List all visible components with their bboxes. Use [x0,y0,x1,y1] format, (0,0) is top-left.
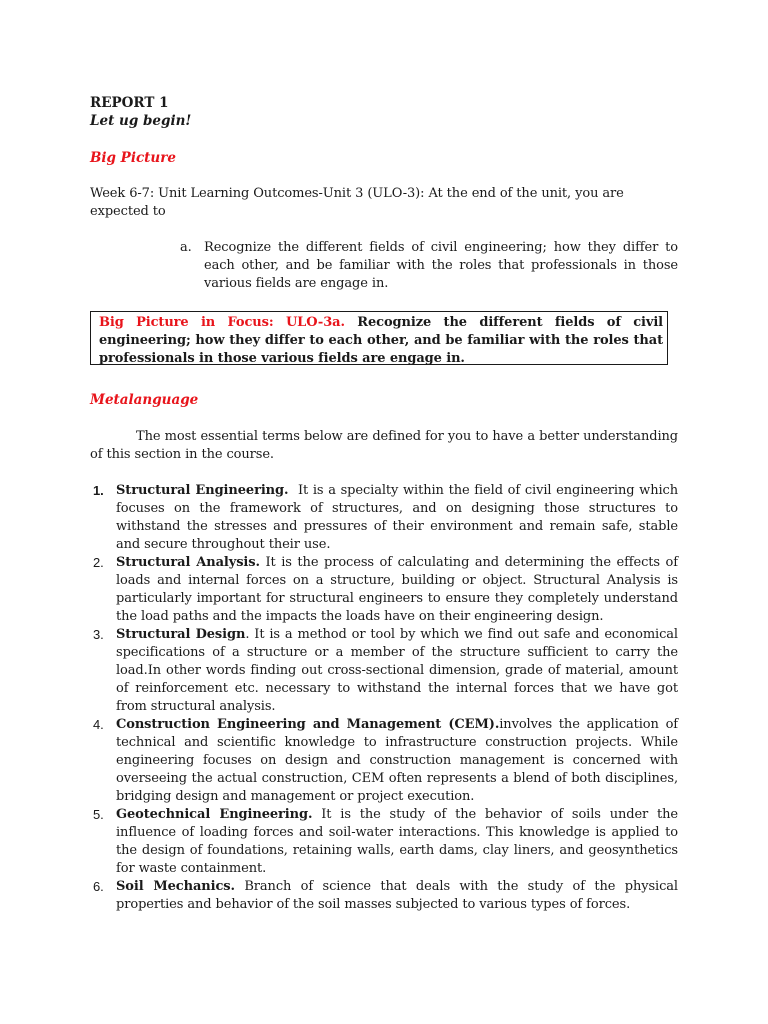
definition-number: 1. [93,483,104,498]
definition-item [90,626,678,716]
metalanguage-intro: The most essential terms below are defined for you to have a better understanding of this section in the course. [90,429,678,462]
definition-term: Structural Engineering. [116,483,289,498]
definition-number: 4. [93,717,104,732]
big-picture-heading: Big Picture [90,150,176,166]
definition-term: Soil Mechanics. [116,879,235,894]
definitions-list [90,482,678,914]
focus-label: Big Picture in Focus: ULO-3a. [99,315,345,330]
big-picture-focus-box [90,311,668,365]
definition-term: Structural Analysis. [116,555,260,570]
definition-number: 6. [93,879,104,894]
definition-term: Construction Engineering and Management (CEM). [116,717,500,732]
outcome-text: Recognize the different fields of civil engineering; how they differ to each other, and be familiar with the roles that professionals in those various fields are engage in. [204,240,678,291]
definition-number: 3. [93,627,104,642]
focus-text: Recognize the different fields of civil engineering; how they differ to each other, and be familiar with the roles that professionals in those various fields are engage in. [99,315,663,366]
definition-text: . It is a method or tool by which we find out safe and economical specifications of a structure or a member of the structure sufficient to carry the load.In other words finding out cross-sectional dimension, grade of material, amount of reinforcement etc. necessary to withstand the internal forces that we have got from structural analysis. [116,627,678,714]
definition-item [90,554,678,626]
outcome-marker: a. [180,240,192,255]
metalanguage-heading: Metalanguage [90,392,199,408]
report-subtitle: Let ug begin! [90,113,192,129]
definition-item [90,482,678,554]
definition-item [90,806,678,878]
definition-number: 5. [93,807,104,822]
definition-item [90,878,678,914]
definition-text: Branch of science that deals with the study of the physical properties and behavior of the soil masses subjected to various types of forces. [116,879,678,912]
definition-term: Geotechnical Engineering. [116,807,313,822]
definition-term: Structural Design [116,627,246,642]
definition-item [90,716,678,806]
report-title: REPORT 1 [90,95,169,111]
ulo-intro: Week 6-7: Unit Learning Outcomes-Unit 3 (ULO-3): At the end of the unit, you are expected to [90,186,624,219]
definition-text: It is the process of calculating and determining the effects of loads and internal forces on a structure, building or object. Structural Analysis is particularly important for structural engineers to ensure they completely understand the load paths and the impacts the loads have on their engineering design. [116,555,678,624]
focus-statement [99,314,663,368]
definition-text: It is a specialty within the field of civil engineering which focuses on the framework of structures, and on designing those structures to withstand the stresses and pressures of their environment and remain safe, stable and secure throughout their use. [116,483,678,552]
definition-text: It is the study of the behavior of soils under the influence of loading forces and soil-water interactions. This knowledge is applied to the design of foundations, retaining walls, earth dams, clay liners, and geosynthetics for waste containment. [116,807,678,876]
definition-text: involves the application of technical and scientific knowledge to infrastructure construction projects. While engineering focuses on design and construction management is concerned with overseeing the actual construction, CEM often represents a blend of both disciplines, bridging design and management or project execution. [116,717,679,804]
definition-number: 2. [93,555,104,570]
